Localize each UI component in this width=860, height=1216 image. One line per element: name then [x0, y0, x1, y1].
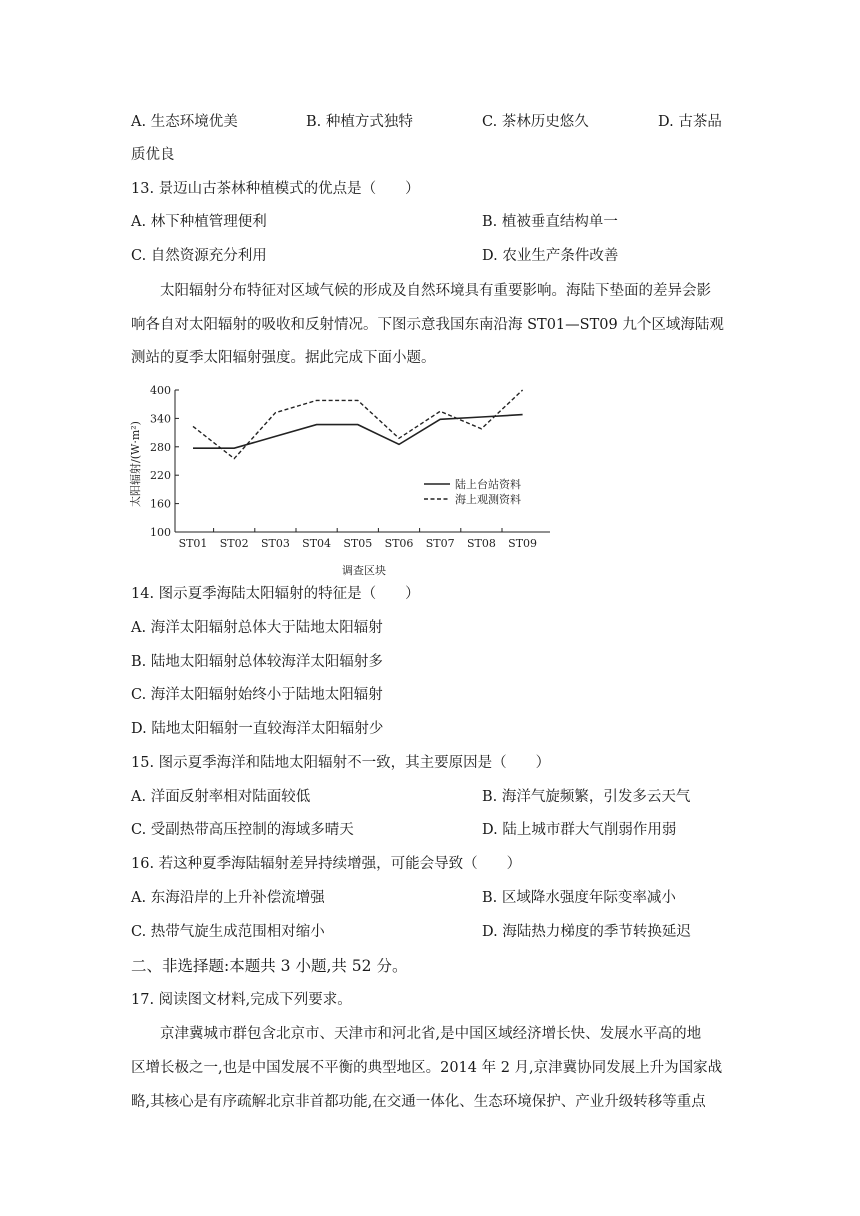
chart-legend	[424, 477, 521, 506]
q17-paragraph-line-2: 区增长极之一,也是中国发展不平衡的典型地区。2014 年 2 月,京津冀协同发展上升为国家战	[131, 1060, 723, 1076]
x-tick-label: ST08	[466, 537, 496, 550]
y-tick-label: 100	[150, 526, 171, 539]
q14-option-c: C. 海洋太阳辐射始终小于陆地太阳辐射	[131, 687, 383, 703]
q15-option-a: A. 洋面反射率相对陆面较低	[131, 789, 311, 805]
x-tick-label: ST06	[384, 537, 414, 550]
y-tick-label: 340	[150, 412, 171, 426]
section-heading: 二、非选择题:本题共 3 小题,共 52 分。	[131, 957, 408, 975]
q16-option-b: B. 区域降水强度年际变率减小	[482, 890, 676, 906]
chart-axes	[175, 390, 550, 532]
q16-option-c: C. 热带气旋生成范围相对缩小	[131, 924, 325, 940]
x-tick-label: ST03	[260, 537, 290, 550]
q12-option-d: D. 古茶品	[658, 114, 722, 130]
x-tick-label: ST04	[302, 537, 332, 550]
x-tick-label: ST09	[508, 537, 538, 550]
x-tick-label: ST01	[178, 537, 208, 550]
q13-option-b: B. 植被垂直结构单一	[482, 214, 618, 230]
q12-option-b: B. 种植方式独特	[306, 114, 413, 130]
y-tick-label: 400	[150, 384, 171, 397]
y-axis-label: 太阳辐射/(W·m²)	[129, 421, 142, 507]
q12-option-a: A. 生态环境优美	[131, 114, 238, 130]
legend-label-sea: 海上观测资料	[455, 493, 521, 506]
intro-line-1: 太阳辐射分布特征对区域气候的形成及自然环境具有重要影响。海陆下垫面的差异会影	[160, 283, 711, 299]
y-tick-label: 220	[150, 469, 171, 483]
x-tick-label: ST05	[343, 537, 373, 550]
y-tick-label: 280	[150, 440, 171, 454]
x-tick-label: ST07	[425, 537, 455, 550]
series-line-land	[193, 415, 523, 449]
series-lines	[193, 390, 523, 459]
x-tick-label: ST02	[219, 537, 249, 550]
q13-stem: 13. 景迈山古茶林种植模式的优点是（ ）	[131, 181, 420, 197]
q17-stem: 17. 阅读图文材料,完成下列要求。	[131, 992, 352, 1008]
q14-stem: 14. 图示夏季海陆太阳辐射的特征是（ ）	[131, 586, 420, 602]
q15-option-d: D. 陆上城市群大气削弱作用弱	[482, 822, 677, 838]
q14-option-d: D. 陆地太阳辐射一直较海洋太阳辐射少	[131, 721, 384, 737]
q14-option-b: B. 陆地太阳辐射总体较海洋太阳辐射多	[131, 654, 383, 670]
q16-option-a: A. 东海沿岸的上升补偿流增强	[131, 890, 325, 906]
q16-stem: 16. 若这种夏季海陆辐射差异持续增强，可能会导致（ ）	[131, 856, 522, 872]
q14-option-a: A. 海洋太阳辐射总体大于陆地太阳辐射	[131, 620, 383, 636]
x-axis-label: 调查区块	[342, 564, 386, 577]
q13-option-a: A. 林下种植管理便利	[131, 214, 267, 230]
q13-option-d: D. 农业生产条件改善	[482, 248, 619, 264]
y-tick-label: 160	[150, 497, 171, 511]
q17-paragraph-line-1: 京津冀城市群包含北京市、天津市和河北省,是中国区域经济增长快、发展水平高的地	[160, 1026, 702, 1042]
q15-option-b: B. 海洋气旋频繁，引发多云天气	[482, 789, 691, 805]
solar-radiation-line-chart	[128, 378, 558, 578]
q15-option-c: C. 受副热带高压控制的海域多晴天	[131, 822, 354, 838]
q16-option-d: D. 海陆热力梯度的季节转换延迟	[482, 924, 691, 940]
q12-option-c: C. 茶林历史悠久	[482, 114, 589, 130]
intro-line-3: 测站的夏季太阳辐射强度。据此完成下面小题。	[131, 350, 436, 366]
legend-label-land: 陆上台站资料	[455, 478, 521, 491]
q15-stem: 15. 图示夏季海洋和陆地太阳辐射不一致，其主要原因是（ ）	[131, 755, 551, 771]
q17-paragraph-line-3: 略,其核心是有序疏解北京非首都功能,在交通一体化、生态环境保护、产业升级转移等重点	[131, 1094, 706, 1110]
intro-line-2: 响各自对太阳辐射的吸收和反射情况。下图示意我国东南沿海 ST01—ST09 九个区域海陆观	[131, 317, 724, 333]
q13-option-c: C. 自然资源充分利用	[131, 248, 267, 264]
q12-option-d-continued: 质优良	[131, 147, 175, 163]
x-ticks	[179, 528, 537, 550]
